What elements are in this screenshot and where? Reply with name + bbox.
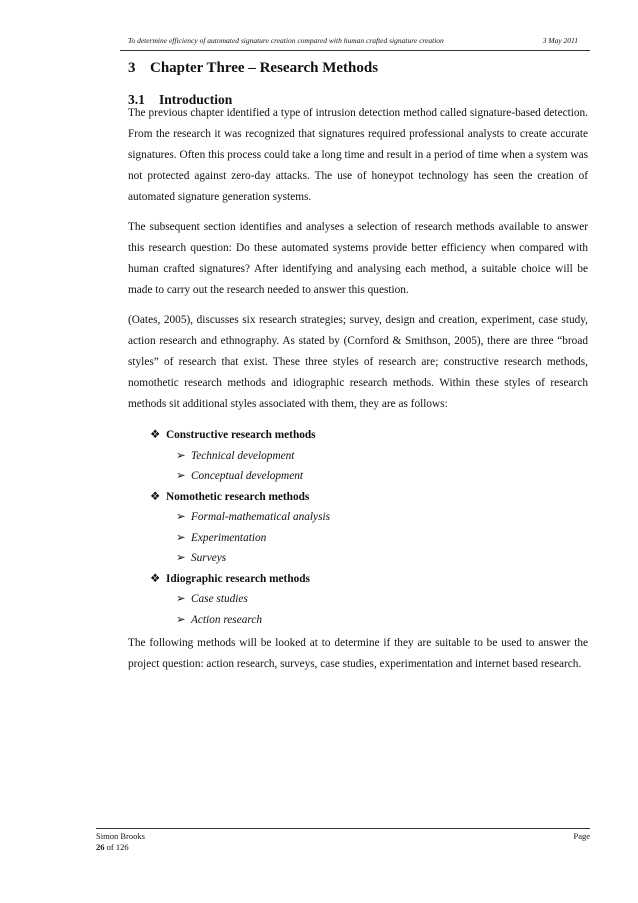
- header-title: To determine efficiency of automated signature creation compared with human crafted signature creation: [128, 36, 444, 45]
- research-methods-list: [150, 425, 570, 630]
- list-item: [150, 528, 570, 549]
- category-label: Idiographic research methods: [166, 572, 310, 585]
- page-footer: [96, 831, 145, 853]
- arrow-bullet-icon: ➢: [176, 552, 186, 564]
- list-item: [150, 507, 570, 528]
- chapter-heading: [128, 60, 378, 77]
- chapter-title: Chapter Three – Research Methods: [150, 60, 379, 76]
- item-label: Technical development: [191, 449, 295, 462]
- list-item: [150, 446, 570, 467]
- list-item: [150, 589, 570, 610]
- arrow-bullet-icon: ➢: [176, 593, 186, 605]
- item-label: Case studies: [191, 593, 248, 605]
- arrow-bullet-icon: ➢: [176, 613, 186, 626]
- item-label: Formal-mathematical analysis: [191, 511, 330, 523]
- arrow-bullet-icon: ➢: [176, 511, 186, 523]
- list-item: [150, 610, 570, 631]
- page-total: of 126: [106, 842, 129, 852]
- diamond-bullet-icon: ❖: [150, 490, 161, 503]
- list-category: [150, 569, 570, 590]
- footer-rule: [96, 828, 590, 829]
- paragraph-methods-to-assess: The following methods will be looked at to determine if they are suitable to be used to answer the project question: action research, surveys, case studies, experimentation and internet based research.: [128, 637, 588, 670]
- arrow-bullet-icon: ➢: [176, 531, 186, 544]
- footer-author: Simon Brooks: [96, 831, 145, 841]
- list-item: [150, 466, 570, 487]
- diamond-bullet-icon: ❖: [150, 572, 161, 585]
- chapter-number: 3: [128, 60, 136, 76]
- section-title: Introduction: [159, 92, 233, 107]
- section-number: 3.1: [128, 92, 145, 107]
- diamond-bullet-icon: ❖: [150, 429, 161, 441]
- footer-page-count: [96, 842, 145, 853]
- category-label: Nomothetic research methods: [166, 490, 310, 503]
- page-header: [128, 36, 578, 45]
- item-label: Surveys: [191, 552, 227, 564]
- list-category: [150, 425, 570, 446]
- arrow-bullet-icon: ➢: [176, 470, 186, 482]
- paragraph-research-strategies: (Oates, 2005), discusses six research strategies; survey, design and creation, experiment, case study, action research and ethnography. As stated by (Cornford & Smithson, 2005), there are three “broad styles” of research that exist. These three styles of research are; constructive research methods, nomothetic research methods and idiographic research methods. Within these styles of research methods sit additional styles associated with them, they are as follows:: [128, 314, 588, 410]
- paragraph-intro: The previous chapter identified a type of intrusion detection method called signature-based detection. From the research it was recognized that signatures required professional analysts to create accurate signatures. Often this process could take a long time and result in a period of time when a system was not protected against zero-day attacks. The use of honeypot technology has seen the creation of automated signature generation systems.: [128, 107, 588, 203]
- list-item: [150, 548, 570, 569]
- item-label: Experimentation: [191, 531, 267, 544]
- item-label: Action research: [191, 613, 263, 626]
- paragraph-research-question: The subsequent section identifies and analyses a selection of research methods available to answer this research question: Do these automated systems provide better efficiency when compared with human crafted signatures? After identifying and analysing each method, a suitable choice will be made to carry out the research needed to answer this question.: [128, 221, 588, 296]
- list-category: [150, 487, 570, 508]
- header-date: 3 May 2011: [542, 36, 578, 45]
- item-label: Conceptual development: [191, 470, 303, 482]
- category-label: Constructive research methods: [166, 429, 316, 441]
- page-number: 26: [96, 842, 105, 852]
- header-rule: [120, 50, 590, 51]
- footer-page-label: Page: [573, 831, 590, 841]
- arrow-bullet-icon: ➢: [176, 449, 186, 462]
